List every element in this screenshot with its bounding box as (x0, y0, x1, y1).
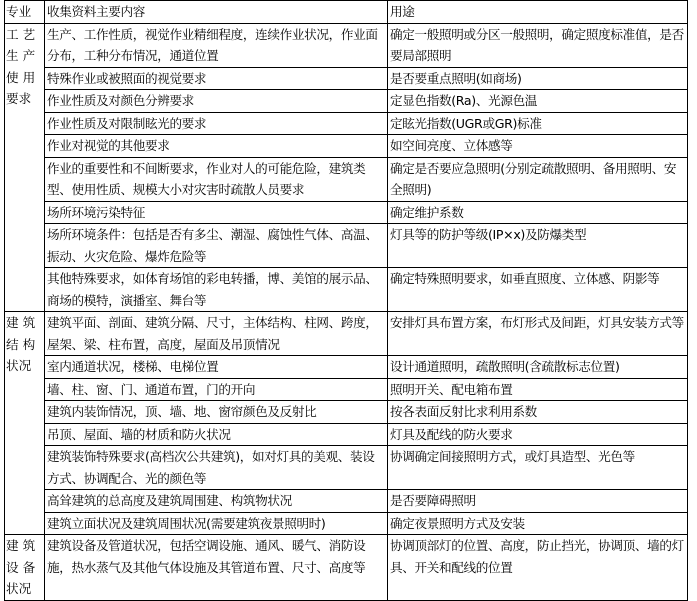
table-row (5, 112, 688, 135)
content-cell: 室内通道状况，楼梯、电梯位置 (45, 356, 388, 379)
header-content: 收集资料主要内容 (45, 1, 388, 24)
use-cell: 协调确定间接照明方式，或灯具造型、光色等 (388, 446, 688, 490)
use-cell: 灯具等的防护等级(IP×x)及防爆类型 (388, 224, 688, 268)
content-cell: 吊顶、屋面、墙的材质和防火状况 (45, 423, 388, 446)
use-cell: 设计通道照明，疏散照明(含疏散标志位置) (388, 356, 688, 379)
content-cell: 建筑立面状况及建筑周围状况(需要建筑夜景照明时) (45, 512, 388, 535)
content-cell: 作业的重要性和不间断要求，作业对人的可能危险，建筑类型、使用性质、规模大小对灾害时疏散人员要求 (45, 157, 388, 201)
content-cell: 作业性质及对限制眩光的要求 (45, 112, 388, 135)
use-cell: 是否要重点照明(如商场) (388, 67, 688, 90)
table-header-row (5, 1, 688, 24)
table-row (5, 512, 688, 535)
table-row (5, 446, 688, 490)
table-row (5, 224, 688, 268)
content-cell: 建筑装饰特殊要求(高档次公共建筑)，如对灯具的美观、装设方式、协调配合、光的颜色等 (45, 446, 388, 490)
category-cell: 建 筑设 备状况 (5, 535, 45, 601)
table-row (5, 356, 688, 379)
table-row (5, 135, 688, 158)
header-use: 用途 (388, 1, 688, 24)
content-cell: 作业对视觉的其他要求 (45, 135, 388, 158)
table-row (5, 378, 688, 401)
content-cell: 其他特殊要求，如体育场馆的彩电转播，博、美馆的展示品、商场的模特，演播室、舞台等 (45, 268, 388, 312)
content-cell: 生产、工作性质，视觉作业精细程度，连续作业状况，作业面分布，工种分布情况，通道位置 (45, 23, 388, 67)
category-cell: 建 筑结 构状况 (5, 312, 45, 535)
table-row (5, 157, 688, 201)
category-cell: 工 艺生 产使 用要求 (5, 23, 45, 312)
content-cell: 场所环境条件：包括是否有多尘、潮湿、腐蚀性气体、高温、振动、火灾危险、爆炸危险等 (45, 224, 388, 268)
table-row (5, 90, 688, 113)
use-cell: 照明开关、配电箱布置 (388, 378, 688, 401)
content-cell: 作业性质及对颜色分辨要求 (45, 90, 388, 113)
use-cell: 如空间亮度、立体感等 (388, 135, 688, 158)
use-cell: 确定夜景照明方式及安装 (388, 512, 688, 535)
table-row (5, 201, 688, 224)
content-cell: 特殊作业或被照面的视觉要求 (45, 67, 388, 90)
content-cell: 场所环境污染特征 (45, 201, 388, 224)
table-row (5, 535, 688, 601)
content-cell: 墙、柱、窗、门、通道布置，门的开向 (45, 378, 388, 401)
use-cell: 协调顶部灯的位置、高度，防止挡光，协调顶、墙的灯具、开关和配线的位置 (388, 535, 688, 601)
header-specialty: 专业 (5, 1, 45, 24)
use-cell: 安排灯具布置方案，布灯形式及间距，灯具安装方式等 (388, 312, 688, 356)
use-cell: 定显色指数(Ra)、光源色温 (388, 90, 688, 113)
use-cell: 确定特殊照明要求，如垂直照度、立体感、阴影等 (388, 268, 688, 312)
survey-data-table (4, 0, 688, 601)
use-cell: 按各表面反射比求利用系数 (388, 401, 688, 424)
table-row (5, 312, 688, 356)
table-row (5, 268, 688, 312)
use-cell: 灯具及配线的防火要求 (388, 423, 688, 446)
content-cell: 建筑内装饰情况，顶、墙、地、窗帘颜色及反射比 (45, 401, 388, 424)
use-cell: 确定是否要应急照明(分别定疏散照明、备用照明、安全照明) (388, 157, 688, 201)
use-cell: 确定维护系数 (388, 201, 688, 224)
content-cell: 建筑设备及管道状况，包括空调设施、通风、暖气、消防设施，热水蒸气及其他气体设施及其管道布置、尺寸、高度等 (45, 535, 388, 601)
use-cell: 确定一般照明或分区一般照明，确定照度标准值，是否要局部照明 (388, 23, 688, 67)
content-cell: 建筑平面、剖面、建筑分隔、尺寸，主体结构、柱网、跨度，屋架、梁、柱布置，高度，屋面及吊顶情况 (45, 312, 388, 356)
use-cell: 是否要障碍照明 (388, 490, 688, 513)
table-row (5, 401, 688, 424)
table-row (5, 423, 688, 446)
table-row (5, 490, 688, 513)
use-cell: 定眩光指数(UGR或GR)标准 (388, 112, 688, 135)
content-cell: 高耸建筑的总高度及建筑周围建、构筑物状况 (45, 490, 388, 513)
table-row (5, 67, 688, 90)
table-row (5, 23, 688, 67)
